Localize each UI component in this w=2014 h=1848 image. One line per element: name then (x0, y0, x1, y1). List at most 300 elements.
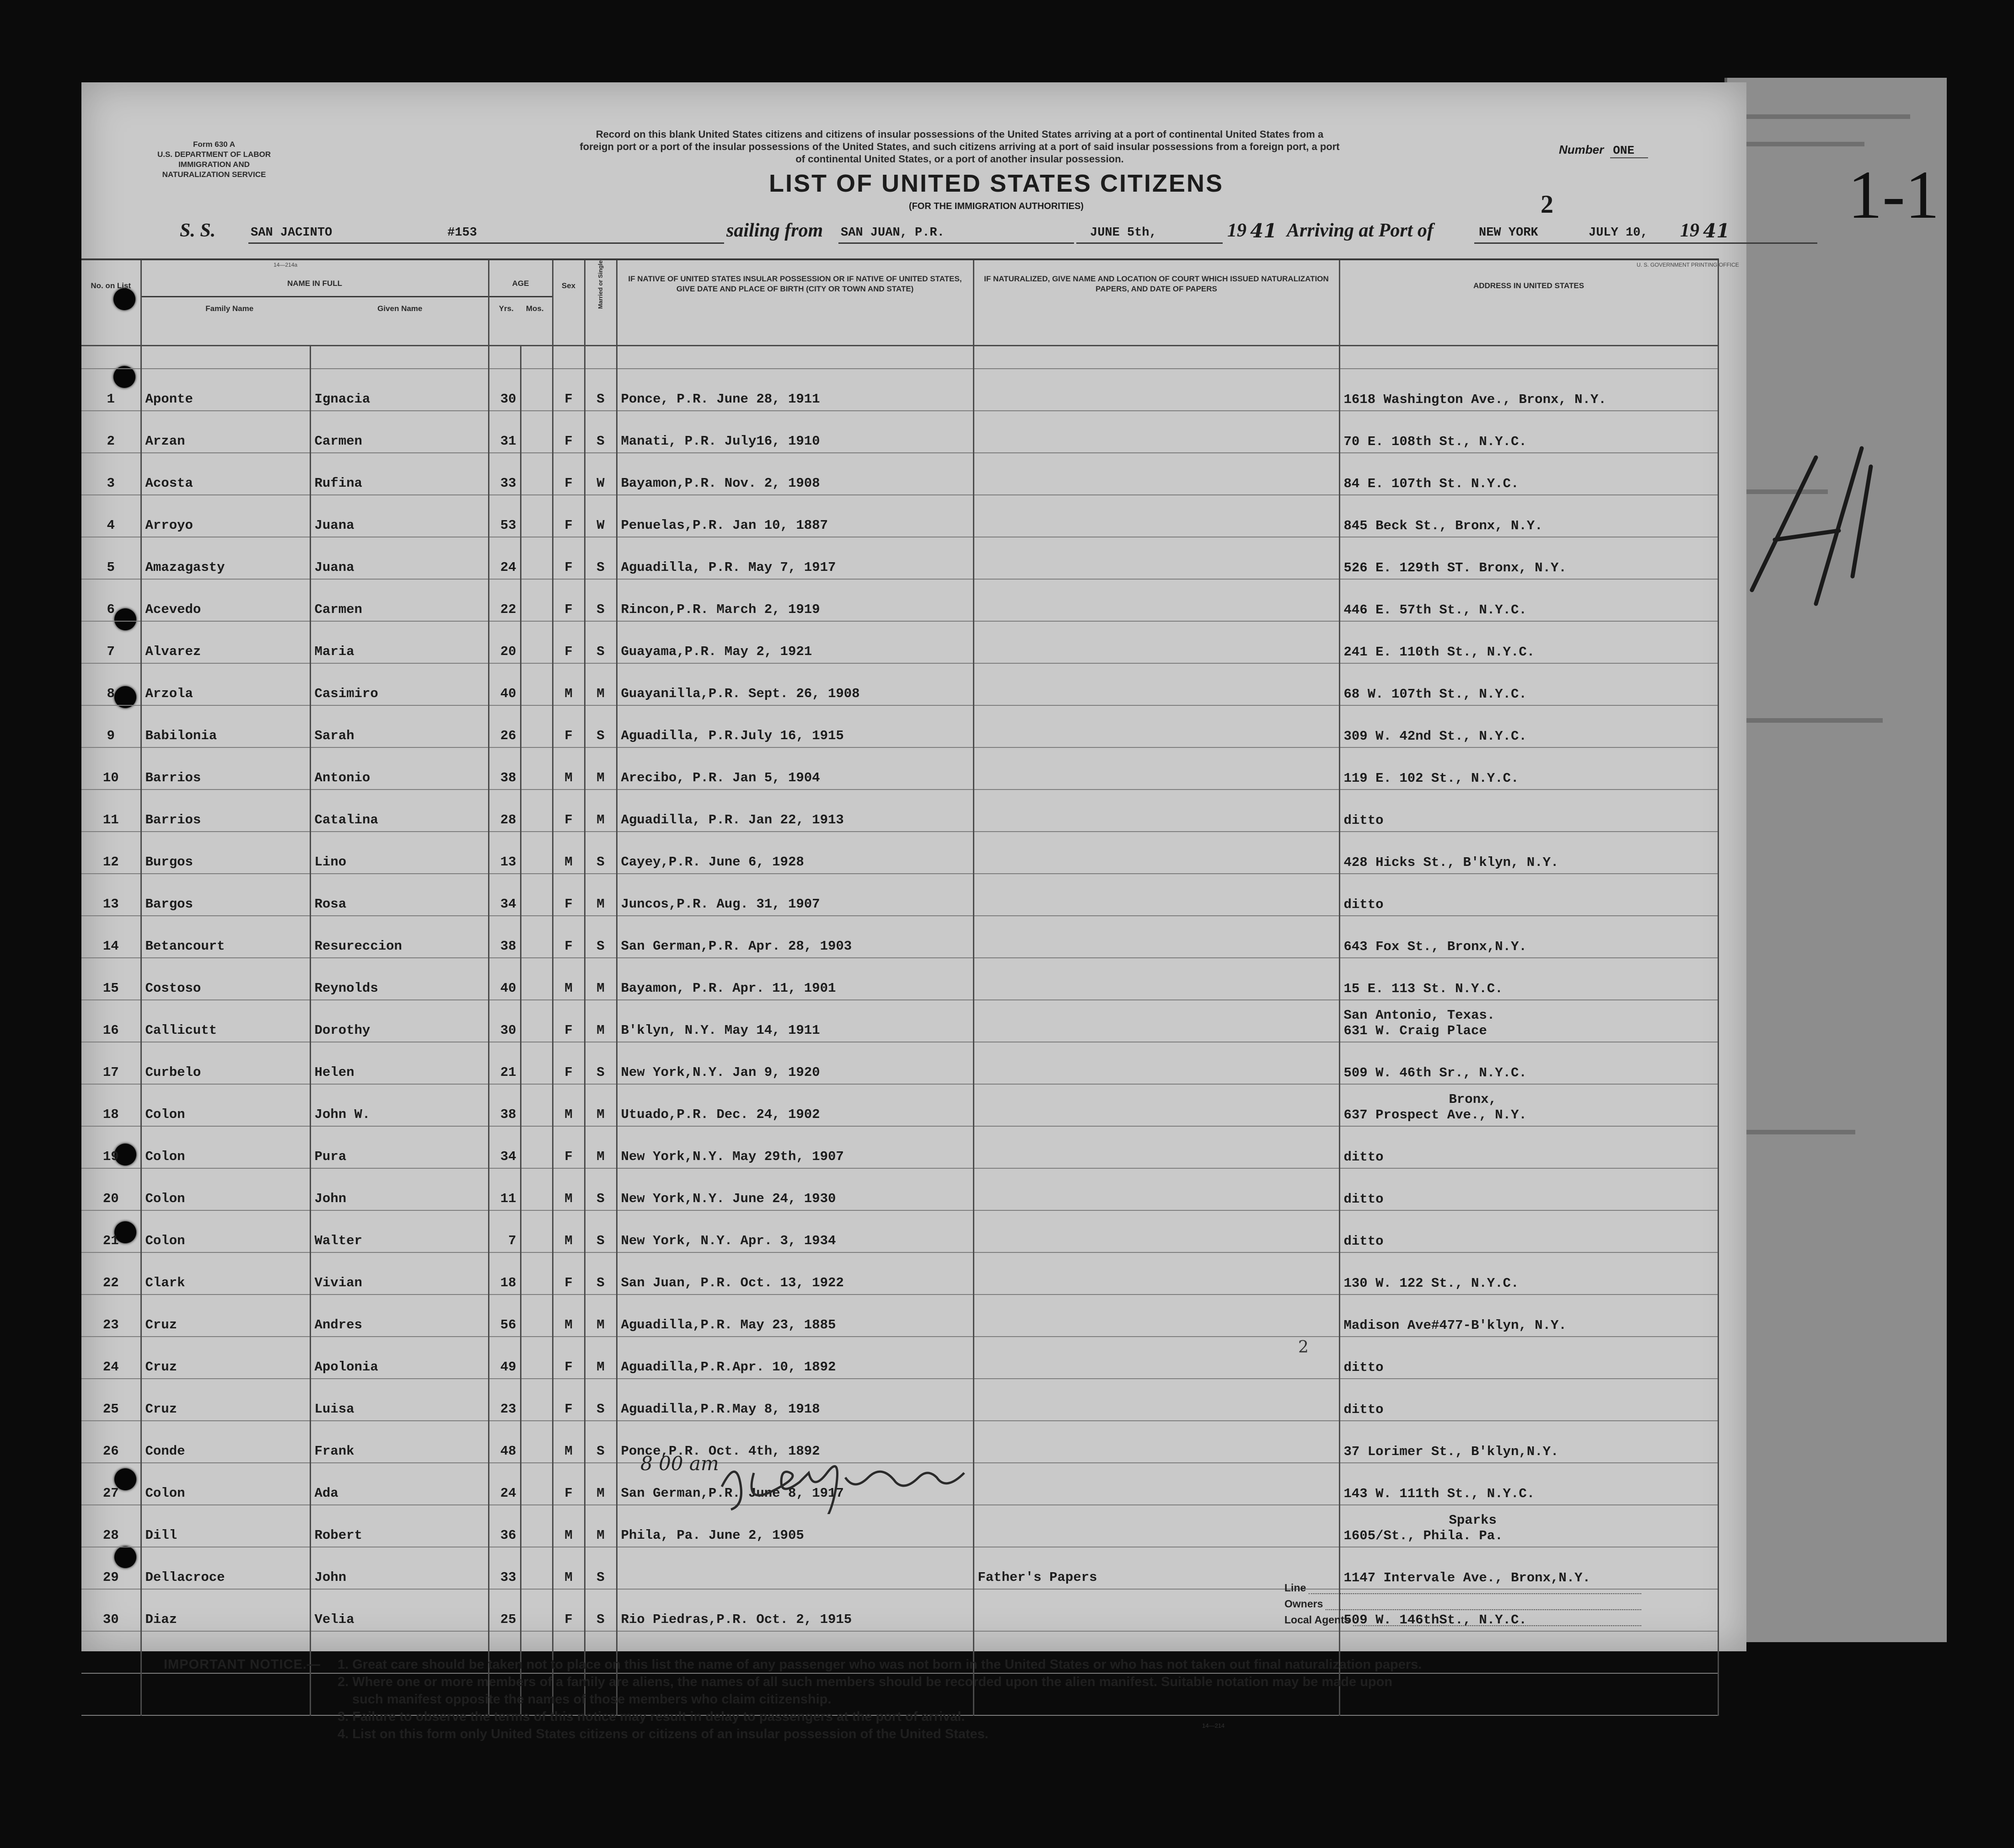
naturalization-info (973, 1337, 1339, 1379)
age-months (521, 537, 553, 579)
row-number: 29 (81, 1547, 141, 1589)
family-name: Barrios (141, 790, 310, 832)
record-line: of continental United States, or a port of another insular possession. (795, 153, 1124, 165)
row-number: 10 (81, 747, 141, 790)
marital-status: S (585, 411, 617, 453)
birth-place-date: Rincon,P.R. March 2, 1919 (617, 579, 973, 621)
family-name: Dill (141, 1505, 310, 1547)
birth-place-date: Aguadilla, P.R. Jan 22, 1913 (617, 790, 973, 832)
address-line: 84 E. 107th St. N.Y.C. (1343, 476, 1519, 491)
spacer-row (81, 346, 1718, 369)
form-identifier (136, 140, 292, 180)
age-years: 7 (489, 1210, 521, 1252)
age-months (521, 579, 553, 621)
address-line: ditto (1343, 1402, 1384, 1417)
naturalization-info (973, 705, 1339, 747)
birth-place-date: Aguadilla,P.R.May 8, 1918 (617, 1379, 973, 1421)
sex: F (553, 579, 585, 621)
given-name: Ada (310, 1463, 489, 1505)
address-line: Madison Ave#477-B'klyn, N.Y. (1343, 1318, 1567, 1333)
given-name: Andres (310, 1295, 489, 1337)
line-label: Line (1284, 1582, 1306, 1594)
birth-place-date: New York,N.Y. Jan 9, 1920 (617, 1042, 973, 1084)
row-number: 19 (81, 1126, 141, 1168)
birth-place-date: Aguadilla,P.R. May 23, 1885 (617, 1295, 973, 1337)
col-age-label: AGE (489, 260, 552, 297)
given-name: Ignacia (310, 369, 489, 411)
age-months (521, 1042, 553, 1084)
age-years: 38 (489, 916, 521, 958)
address (1339, 1421, 1718, 1463)
naturalization-info (973, 495, 1339, 537)
marital-status: S (585, 369, 617, 411)
row-number: 21 (81, 1210, 141, 1252)
col-name-label: NAME IN FULL (142, 260, 488, 297)
table-row (81, 1168, 1718, 1210)
address-line-2: San Antonio, Texas. (1343, 1008, 1495, 1023)
departure-year-suffix: 41 (1250, 220, 1277, 242)
table-header-row (81, 259, 1718, 346)
given-name: John W. (310, 1084, 489, 1126)
address (1339, 453, 1718, 495)
ship-name: SAN JACINTO (251, 226, 333, 240)
row-number: 26 (81, 1421, 141, 1463)
row-number: 1 (81, 369, 141, 411)
birth-place-date: Arecibo, P.R. Jan 5, 1904 (617, 747, 973, 790)
family-name: Arroyo (141, 495, 310, 537)
sex: F (553, 1379, 585, 1421)
table-row (81, 705, 1718, 747)
address-line: 509 W. 46th Sr., N.Y.C. (1343, 1065, 1527, 1080)
given-name: Walter (310, 1210, 489, 1252)
marital-status: S (585, 1421, 617, 1463)
address (1339, 1000, 1718, 1042)
list-number (1559, 143, 1648, 157)
sex: F (553, 916, 585, 958)
given-name: Antonio (310, 747, 489, 790)
given-name: Carmen (310, 579, 489, 621)
given-name: Rufina (310, 453, 489, 495)
sex: M (553, 1421, 585, 1463)
owners-label: Owners (1284, 1598, 1323, 1610)
address-line: 1147 Intervale Ave., Bronx,N.Y. (1343, 1570, 1590, 1585)
sex: F (553, 411, 585, 453)
family-name: Arzola (141, 663, 310, 705)
age-months (521, 1421, 553, 1463)
family-name: Cruz (141, 1337, 310, 1379)
sex: F (553, 453, 585, 495)
address (1339, 705, 1718, 747)
row-number: 4 (81, 495, 141, 537)
origin-port: SAN JUAN, P.R. (841, 226, 945, 240)
col-sex-label: Sex (561, 281, 576, 290)
sex: M (553, 832, 585, 874)
col-birth-label: IF NATIVE OF UNITED STATES INSULAR POSSESSION OR IF NATIVE OF UNITED STATES, GIVE DATE AND PLACE OF BIRTH (CITY OR TOWN AND STATE) (628, 274, 962, 293)
family-name: Arzan (141, 411, 310, 453)
naturalization-info (973, 790, 1339, 832)
record-line: foreign port or a port of the insular possessions of the United States, and such citizens arriving at a port of said insular possessions from a foreign port, a port (580, 141, 1340, 152)
naturalization-info (973, 1210, 1339, 1252)
family-name: Conde (141, 1421, 310, 1463)
age-years: 22 (489, 579, 521, 621)
col-married-label: Married or Single (597, 260, 604, 309)
col-address (1339, 259, 1718, 346)
row-number: 8 (81, 663, 141, 705)
col-age (489, 259, 553, 346)
address-line: 643 Fox St., Bronx,N.Y. (1343, 939, 1527, 954)
family-name: Betancourt (141, 916, 310, 958)
row-number: 3 (81, 453, 141, 495)
marital-status: S (585, 621, 617, 663)
age-months (521, 1084, 553, 1126)
family-name: Colon (141, 1463, 310, 1505)
local-agents-label: Local Agents (1284, 1614, 1350, 1626)
address (1339, 621, 1718, 663)
age-years: 40 (489, 663, 521, 705)
page-title: LIST OF UNITED STATES CITIZENS (769, 170, 1224, 197)
age-years: 33 (489, 1547, 521, 1589)
notice-item: 3. Failure to observe the terms of this notice may result in delay to passengers at the port of arrival. (338, 1709, 965, 1724)
given-name: Catalina (310, 790, 489, 832)
sailing-from-label: sailing from (726, 220, 823, 241)
col-address-label: ADDRESS IN UNITED STATES (1473, 281, 1584, 290)
row-number: 22 (81, 1252, 141, 1295)
sex: F (553, 1000, 585, 1042)
marital-status: S (585, 1252, 617, 1295)
page-mark: 2 (1541, 190, 1553, 219)
table-row (81, 1000, 1718, 1042)
record-instructions (383, 128, 1536, 165)
line-field (1284, 1578, 1641, 1594)
birth-place-date: Manati, P.R. July16, 1910 (617, 411, 973, 453)
naturalization-info (973, 663, 1339, 705)
sex: F (553, 1463, 585, 1505)
sex: F (553, 1589, 585, 1631)
given-name: Luisa (310, 1379, 489, 1421)
age-months (521, 621, 553, 663)
table-row (81, 495, 1718, 537)
age-months (521, 1252, 553, 1295)
age-years: 20 (489, 621, 521, 663)
age-months (521, 411, 553, 453)
birth-place-date: Bayamon, P.R. Apr. 11, 1901 (617, 958, 973, 1000)
age-months (521, 916, 553, 958)
age-years: 48 (489, 1421, 521, 1463)
table-row (81, 747, 1718, 790)
age-years: 31 (489, 411, 521, 453)
table-row (81, 411, 1718, 453)
address-line-2: Bronx, (1449, 1092, 1497, 1107)
department-name: U.S. DEPARTMENT OF LABOR (157, 150, 271, 159)
address (1339, 1337, 1718, 1379)
naturalization-info (973, 958, 1339, 1000)
address-line: 309 W. 42nd St., N.Y.C. (1343, 729, 1527, 744)
sex: F (553, 1126, 585, 1168)
departure-date: JUNE 5th, (1090, 226, 1157, 240)
family-name: Alvarez (141, 621, 310, 663)
birth-place-date: San German,P.R. Apr. 28, 1903 (617, 916, 973, 958)
col-name-in-full (141, 259, 489, 346)
birth-place-date: San German,P.R. June 8, 1917 (617, 1463, 973, 1505)
row-number: 17 (81, 1042, 141, 1084)
address (1339, 1042, 1718, 1084)
marital-status: S (585, 537, 617, 579)
table-row (81, 916, 1718, 958)
age-years: 49 (489, 1337, 521, 1379)
address (1339, 916, 1718, 958)
family-name: Acevedo (141, 579, 310, 621)
table-row (81, 1042, 1718, 1084)
row-number: 27 (81, 1463, 141, 1505)
address-line: 446 E. 57th St., N.Y.C. (1343, 602, 1527, 618)
marital-status: M (585, 663, 617, 705)
address (1339, 537, 1718, 579)
family-name: Cruz (141, 1295, 310, 1337)
row-number: 7 (81, 621, 141, 663)
naturalization-info (973, 621, 1339, 663)
naturalization-info (973, 1379, 1339, 1421)
naturalization-info (973, 1168, 1339, 1210)
sex: M (553, 1084, 585, 1126)
address-line: 143 W. 111th St., N.Y.C. (1343, 1486, 1535, 1501)
age-years: 13 (489, 832, 521, 874)
marital-status: M (585, 1000, 617, 1042)
col-sex (553, 259, 585, 346)
given-name: Maria (310, 621, 489, 663)
age-months (521, 790, 553, 832)
age-months (521, 747, 553, 790)
age-years: 33 (489, 453, 521, 495)
number-value: ONE (1610, 144, 1648, 158)
service-name-line2: NATURALIZATION SERVICE (162, 170, 266, 179)
given-name: Juana (310, 537, 489, 579)
page-subtitle: (FOR THE IMMIGRATION AUTHORITIES) (908, 201, 1084, 211)
inspection-time: 8 00 am (640, 1452, 719, 1475)
given-name: Lino (310, 832, 489, 874)
age-months (521, 958, 553, 1000)
age-months (521, 1505, 553, 1547)
given-name: Dorothy (310, 1000, 489, 1042)
marital-status: S (585, 832, 617, 874)
given-name: Resureccion (310, 916, 489, 958)
age-years: 23 (489, 1379, 521, 1421)
age-months (521, 1168, 553, 1210)
col-age-yrs: Yrs. (499, 304, 514, 313)
address (1339, 579, 1718, 621)
arriving-label: Arriving at Port of (1287, 220, 1434, 241)
notice-code: 14—214 (1202, 1722, 1225, 1729)
age-years: 53 (489, 495, 521, 537)
age-months (521, 495, 553, 537)
given-name: Pura (310, 1126, 489, 1168)
row-number: 20 (81, 1168, 141, 1210)
record-line: Record on this blank United States citizens and citizens of insular possessions of the United States arriving at a port of continental United States from a (596, 129, 1324, 140)
age-months (521, 705, 553, 747)
sex: F (553, 537, 585, 579)
sex: F (553, 705, 585, 747)
sex: F (553, 790, 585, 832)
age-months (521, 1589, 553, 1631)
birth-place-date: New York,N.Y. May 29th, 1907 (617, 1126, 973, 1168)
given-name: Robert (310, 1505, 489, 1547)
table-row (81, 621, 1718, 663)
age-years: 40 (489, 958, 521, 1000)
given-name: John (310, 1168, 489, 1210)
given-name: Frank (310, 1421, 489, 1463)
address-line: ditto (1343, 1192, 1384, 1207)
marital-status: S (585, 1168, 617, 1210)
table-row (81, 537, 1718, 579)
sex: F (553, 495, 585, 537)
naturalization-info (973, 916, 1339, 958)
voyage-line (180, 220, 1735, 247)
naturalization-info (973, 1126, 1339, 1168)
age-months (521, 1337, 553, 1379)
address-line: 15 E. 113 St. N.Y.C. (1343, 981, 1503, 996)
family-name: Babilonia (141, 705, 310, 747)
row-number: 2 (81, 411, 141, 453)
row-number: 25 (81, 1379, 141, 1421)
tally-mark-icon (1747, 439, 1875, 613)
given-name: John (310, 1547, 489, 1589)
age-years: 38 (489, 1084, 521, 1126)
address-line: 637 Prospect Ave., N.Y. (1343, 1107, 1527, 1123)
family-name: Barrios (141, 747, 310, 790)
row-number: 30 (81, 1589, 141, 1631)
naturalization-info (973, 537, 1339, 579)
marital-status: S (585, 916, 617, 958)
birth-place-date: Aguadilla, P.R.July 16, 1915 (617, 705, 973, 747)
address (1339, 1505, 1718, 1547)
col-no (81, 259, 141, 346)
ss-label: S. S. (180, 220, 216, 241)
col-age-mos: Mos. (526, 304, 544, 313)
given-name: Vivian (310, 1252, 489, 1295)
voyage-number: #153 (447, 226, 477, 240)
sex: M (553, 747, 585, 790)
family-name: Callicutt (141, 1000, 310, 1042)
table-row (81, 832, 1718, 874)
row-number: 23 (81, 1295, 141, 1337)
address (1339, 411, 1718, 453)
row-number: 5 (81, 537, 141, 579)
notice-item: such manifest opposite the names of those members who claim citizenship. (352, 1692, 832, 1707)
age-years: 36 (489, 1505, 521, 1547)
age-months (521, 369, 553, 411)
address (1339, 790, 1718, 832)
sex: M (553, 663, 585, 705)
naturalization-info (973, 1295, 1339, 1337)
age-years: 56 (489, 1295, 521, 1337)
marital-status: M (585, 1463, 617, 1505)
row-number: 11 (81, 790, 141, 832)
age-years: 28 (489, 790, 521, 832)
marital-status: M (585, 747, 617, 790)
age-years: 18 (489, 1252, 521, 1295)
given-name: Rosa (310, 874, 489, 916)
naturalization-info (973, 1084, 1339, 1126)
address (1339, 874, 1718, 916)
address (1339, 832, 1718, 874)
age-years: 34 (489, 874, 521, 916)
given-name: Sarah (310, 705, 489, 747)
col-birth (617, 259, 973, 346)
address-line: 428 Hicks St., B'klyn, N.Y. (1343, 855, 1559, 870)
family-name: Colon (141, 1210, 310, 1252)
adjacent-sheet (1724, 78, 1947, 1642)
row-number: 14 (81, 916, 141, 958)
address-line: 70 E. 108th St., N.Y.C. (1343, 434, 1527, 449)
address (1339, 747, 1718, 790)
age-months (521, 1547, 553, 1589)
notice-heading: IMPORTANT NOTICE.— (164, 1657, 321, 1672)
family-name: Diaz (141, 1589, 310, 1631)
age-years: 34 (489, 1126, 521, 1168)
birth-place-date: Guayanilla,P.R. Sept. 26, 1908 (617, 663, 973, 705)
naturalization-info (973, 411, 1339, 453)
col-naturalized (973, 259, 1339, 346)
address-line: ditto (1343, 897, 1384, 912)
given-name: Carmen (310, 411, 489, 453)
arrival-year-suffix: 41 (1703, 220, 1730, 242)
family-name: Curbelo (141, 1042, 310, 1084)
age-months (521, 1210, 553, 1252)
table-row (81, 579, 1718, 621)
birth-place-date: Ponce,P.R. Oct. 4th, 1892 (617, 1421, 973, 1463)
marital-status: S (585, 1379, 617, 1421)
marital-status: S (585, 1547, 617, 1589)
address-line: ditto (1343, 1360, 1384, 1375)
address-line: ditto (1343, 1234, 1384, 1249)
marital-status: S (585, 1210, 617, 1252)
address (1339, 1126, 1718, 1168)
row-number: 6 (81, 579, 141, 621)
given-name: Helen (310, 1042, 489, 1084)
table-row (81, 453, 1718, 495)
sex: F (553, 1337, 585, 1379)
number-label: Number (1559, 143, 1604, 156)
address (1339, 1252, 1718, 1295)
marital-status: M (585, 1505, 617, 1547)
age-years: 38 (489, 747, 521, 790)
sex: F (553, 369, 585, 411)
address-line: 1618 Washington Ave., Bronx, N.Y. (1343, 392, 1606, 407)
row-number: 12 (81, 832, 141, 874)
age-years: 21 (489, 1042, 521, 1084)
address (1339, 1210, 1718, 1252)
birth-place-date: Aguadilla,P.R.Apr. 10, 1892 (617, 1337, 973, 1379)
sex: F (553, 621, 585, 663)
naturalization-info (973, 874, 1339, 916)
table-row (81, 663, 1718, 705)
marital-status: M (585, 790, 617, 832)
age-months (521, 1379, 553, 1421)
family-name: Colon (141, 1084, 310, 1126)
birth-place-date: San Juan, P.R. Oct. 13, 1922 (617, 1252, 973, 1295)
age-years: 24 (489, 1463, 521, 1505)
age-months (521, 663, 553, 705)
address-line: 241 E. 110th St., N.Y.C. (1343, 645, 1535, 660)
naturalization-info (973, 1252, 1339, 1295)
birth-place-date: Juncos,P.R. Aug. 31, 1907 (617, 874, 973, 916)
agents-block (1284, 1578, 1641, 1626)
notice-item: 2. Where one or more members of a family are aliens, the names of all such members should be recorded upon the alien manifest. Suitable notation may be made upon (338, 1675, 1393, 1689)
naturalization-info: Father's Papers (973, 1547, 1339, 1589)
inspector-signature (635, 1455, 1056, 1514)
table-row (81, 1337, 1718, 1379)
naturalization-info (973, 747, 1339, 790)
row-number: 18 (81, 1084, 141, 1126)
